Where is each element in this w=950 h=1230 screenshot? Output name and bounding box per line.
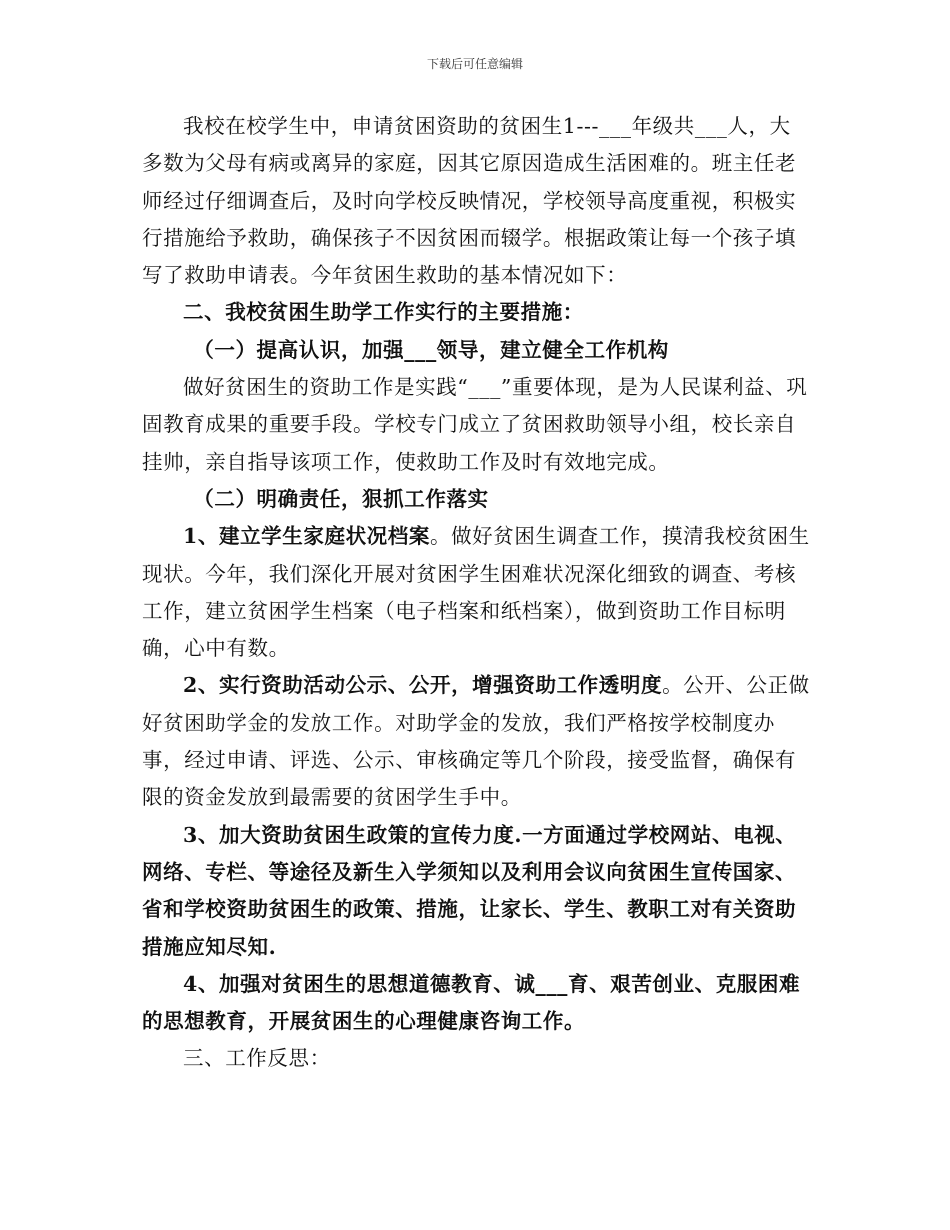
paragraph-item-2 — [142, 667, 810, 816]
section-heading-3: 三、工作反思： — [183, 1046, 331, 1071]
subsection-heading-1: （一）提高认识，加强___领导，建立健全工作机构 — [193, 337, 669, 362]
subsection-heading-2: （二）明确责任，狠抓工作落实 — [193, 486, 489, 511]
page-header: 下载后可任意编辑 — [426, 57, 523, 71]
item-1-text: 。做好贫困生调查工作，摸清我校贫困生现状。今年，我们深化开展对贫困学生困难状况深化细致的调查、考核工作，建立贫困学生档案（电子档案和纸档案），做到资助工作目标明确，心中有数。 — [142, 524, 810, 661]
paragraph-awareness: 做好贫困生的资助工作是实践“___”重要体现，是为人民谋利益、巩固教育成果的重要手段。学校专门成立了贫困救助领导小组，校长亲自挂帅，亲自指导该项工作，使救助工作及时有效地完成。 — [142, 375, 808, 474]
paragraph-item-4: 4、加强对贫困生的思想道德教育、诚___育、艰苦创业、克服困难的思想教育，开展贫困生的心理健康咨询工作。 — [142, 971, 801, 1034]
item-1-title: 1、建立学生家庭状况档案 — [183, 524, 430, 549]
item-2-title: 2、实行资助活动公示、公开，增强资助工作透明度 — [183, 673, 663, 698]
paragraph-item-1 — [142, 518, 810, 667]
paragraph-intro: 我校在校学生中，申请贫困资助的贫困生1---___年级共___人，大多数为父母有病或离异的家庭，因其它原因造成生活困难的。班主任老师经过仔细调查后，及时向学校反映情况，学校领导高度重视，积极实行措施给予救助，确保孩子不因贫困而辍学。根据政策让每一个孩子填写了救助申请表。今年贫困生救助的基本情况如下： — [142, 114, 797, 288]
section-heading-2: 二、我校贫困生助学工作实行的主要措施： — [183, 300, 584, 325]
document-body — [142, 108, 810, 1078]
paragraph-item-3: 3、加大资助贫困生政策的宣传力度.一方面通过学校网站、电视、网络、专栏、等途径及新生入学须知以及利用会议向贫困生宣传国家、省和学校资助贫困生的政策、措施，让家长、学生、教职工对有关资助措施应知尽知. — [142, 822, 797, 959]
item-2-text: 。公开、公正做好贫困助学金的发放工作。对助学金的发放，我们严格按学校制度办事，经过申请、评选、公示、审核确定等几个阶段，接受监督，确保有限的资金发放到最需要的贫困学生手中。 — [142, 673, 810, 810]
